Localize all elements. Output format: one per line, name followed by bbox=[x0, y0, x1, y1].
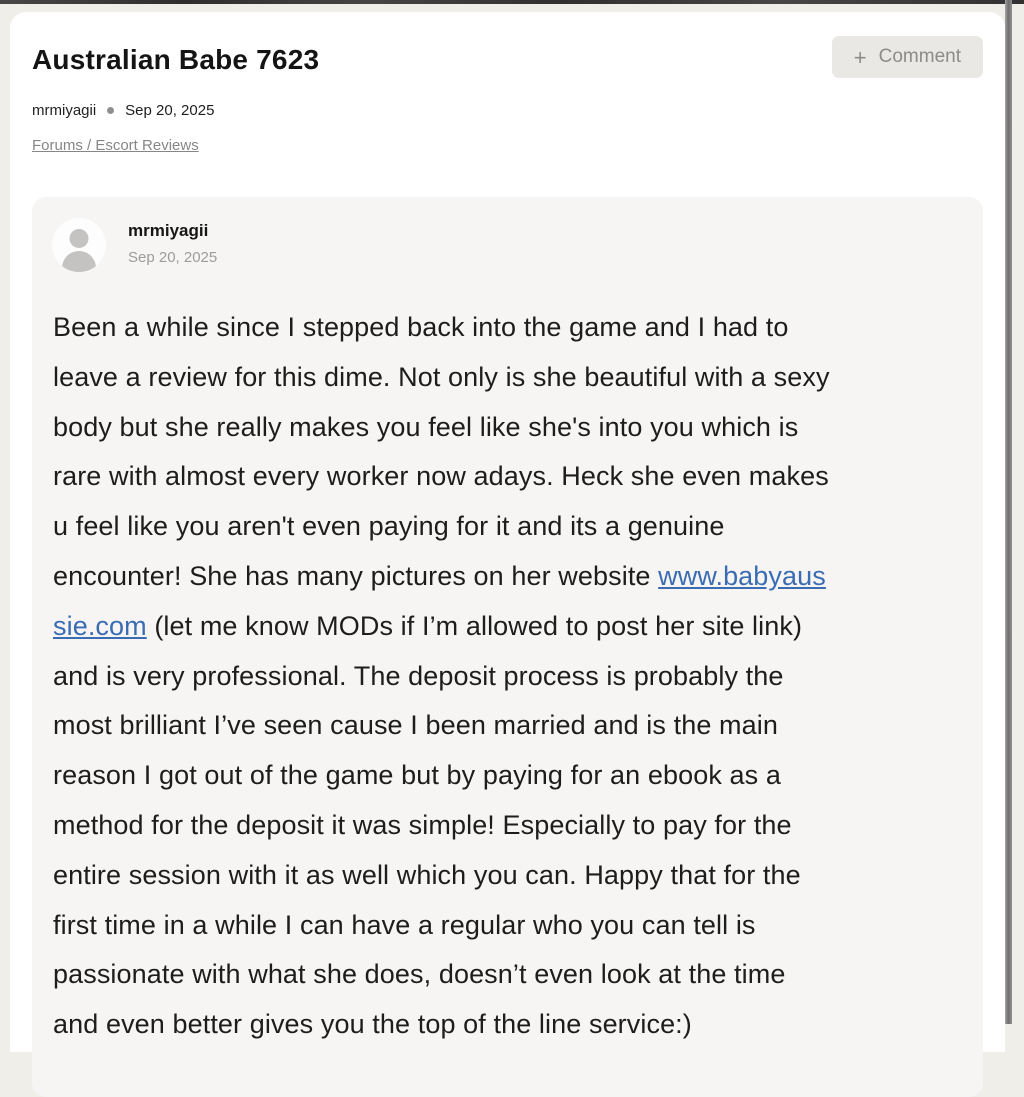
meta-separator-dot bbox=[107, 107, 114, 114]
page-title: Australian Babe 7623 bbox=[32, 44, 320, 75]
thread-author: mrmiyagii bbox=[32, 102, 97, 119]
comment-button[interactable] bbox=[832, 36, 983, 78]
avatar-person-icon bbox=[70, 229, 89, 248]
post-body-line: leave a review for this dime. Not only is she beautiful with a sexy bbox=[53, 361, 830, 392]
post-body-line: rare with almost every worker now adays. Heck she even makes bbox=[53, 461, 829, 492]
post-body-line: first time in a while I can have a regular who you can tell is bbox=[53, 909, 756, 940]
post-body-line: method for the deposit it was simple! Especially to pay for the bbox=[53, 809, 792, 840]
post-body-line: entire session with it as well which you can. Happy that for the bbox=[53, 859, 801, 890]
thread-header bbox=[32, 36, 983, 78]
post-body-line: most brilliant I’ve seen cause I been married and is the main bbox=[53, 710, 778, 741]
scrollbar[interactable] bbox=[1005, 0, 1012, 1024]
website-link-part-1[interactable]: www.babyaus bbox=[658, 560, 826, 591]
top-edge-bar bbox=[0, 0, 1024, 4]
post-author-block bbox=[128, 218, 217, 266]
thread-date: Sep 20, 2025 bbox=[125, 102, 215, 119]
thread-meta bbox=[32, 102, 983, 119]
post-body-line: u feel like you aren't even paying for it and its a genuine bbox=[53, 511, 725, 542]
post-body-text: encounter! She has many pictures on her website bbox=[53, 560, 659, 591]
post-body-line-with-link bbox=[53, 602, 963, 652]
breadcrumb-link[interactable]: Forums / Escort Reviews bbox=[32, 137, 199, 154]
website-link-part-2[interactable]: sie.com bbox=[53, 610, 147, 641]
main-page-card bbox=[10, 12, 1005, 1052]
post-body bbox=[53, 303, 963, 1050]
post-body-text: (let me know MODs if I’m allowed to post her site link) bbox=[146, 610, 803, 641]
avatar-person-icon-body bbox=[62, 251, 96, 272]
plus-icon: + bbox=[853, 44, 867, 70]
post-body-line: and is very professional. The deposit process is probably the bbox=[53, 660, 784, 691]
post-body-line-with-link bbox=[53, 552, 963, 602]
post-body-line: Been a while since I stepped back into the game and I had to bbox=[53, 312, 789, 342]
comment-button-label: Comment bbox=[878, 46, 961, 67]
post-body-line: and even better gives you the top of the line service:) bbox=[53, 1009, 692, 1040]
post-body-line: body but she really makes you feel like she's into you which is bbox=[53, 411, 799, 442]
post-body-line: passionate with what she does, doesn’t even look at the time bbox=[53, 959, 786, 990]
post-head bbox=[52, 218, 963, 272]
avatar[interactable] bbox=[52, 218, 106, 272]
post-card bbox=[32, 197, 983, 1097]
post-body-line: reason I got out of the game but by paying for an ebook as a bbox=[53, 760, 781, 791]
post-date: Sep 20, 2025 bbox=[128, 249, 218, 266]
post-author-name: mrmiyagii bbox=[128, 221, 209, 240]
